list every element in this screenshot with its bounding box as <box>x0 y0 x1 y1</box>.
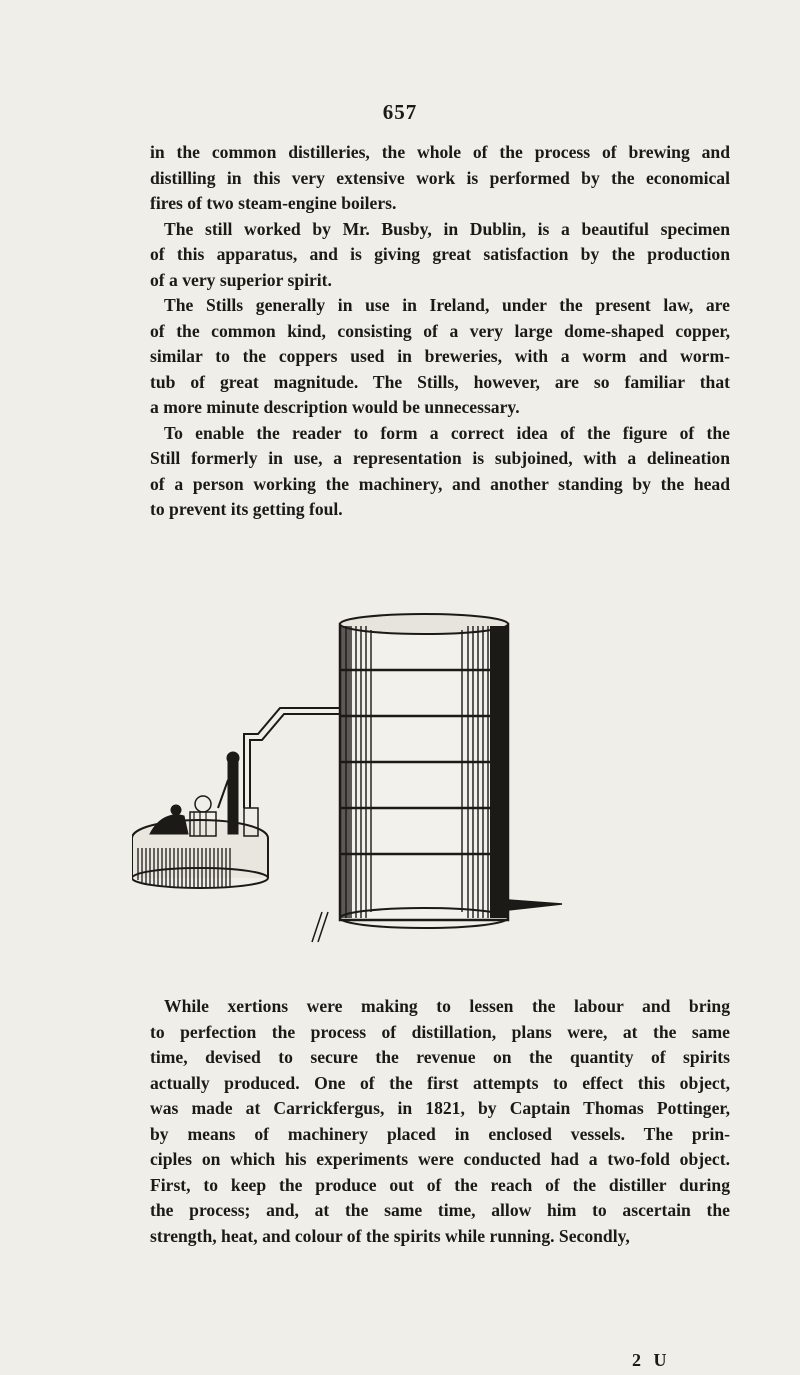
worm-pipe <box>244 708 340 808</box>
text-line: First, to keep the produce out of the reach of the distiller during <box>150 1174 730 1195</box>
text-line: strength, heat, and colour of the spirits while running. Secondly, <box>150 1225 630 1246</box>
worm-tub <box>312 614 562 942</box>
still-illustration <box>132 612 604 966</box>
text-line: similar to the coppers used in breweries, with a worm and worm- <box>150 346 730 366</box>
text-line: time, devised to secure the revenue on the quantity of spirits <box>150 1047 730 1067</box>
page-number: 657 <box>382 100 418 124</box>
text-line: of a person working the machinery, and another standing by the head <box>150 473 730 494</box>
still-base <box>132 752 268 888</box>
text-line: by means of machinery placed in enclosed vessels. The prin- <box>150 1123 730 1144</box>
text-line: actually produced. One of the first attempts to effect this object, <box>150 1072 730 1093</box>
text-line: tub of great magnitude. The Stills, however, are so familiar that <box>150 371 730 392</box>
text-line: was made at Carrickfergus, in 1821, by Captain Thomas Pottinger, <box>150 1098 730 1118</box>
text-bottom <box>150 994 730 1249</box>
text-line: the process; and, at the same time, allow him to ascertain the <box>150 1200 730 1220</box>
text-line: fires of two steam-engine boilers. <box>150 193 397 213</box>
text-line: The still worked by Mr. Busby, in Dublin, is a beautiful specimen <box>164 218 730 239</box>
text-line: in the common distilleries, the whole of the process of brewing and <box>150 142 730 162</box>
text-line: Still formerly in use, a representation is subjoined, with a delineation <box>150 448 730 468</box>
text-line: of the common kind, consisting of a very large dome-shaped copper, <box>150 320 730 341</box>
text-line: While xertions were making to lessen the labour and bring <box>164 996 730 1016</box>
text-line: To enable the reader to form a correct idea of the figure of the <box>164 422 730 443</box>
text-line: The Stills generally in use in Ireland, under the present law, are <box>164 295 730 315</box>
text-line: of a very superior spirit. <box>150 269 332 290</box>
text-line: distilling in this very extensive work is performed by the economical <box>150 167 730 188</box>
text-line: ciples on which his experiments were conducted had a two-fold object. <box>150 1149 730 1169</box>
text-line: a more minute description would be unnecessary. <box>150 397 520 417</box>
text-line: to perfection the process of distillation, plans were, at the same <box>150 1021 730 1042</box>
text-line: of this apparatus, and is giving great satisfaction by the production <box>150 244 730 264</box>
text-top <box>150 140 730 523</box>
text-line: to prevent its getting foul. <box>150 499 343 519</box>
signature-mark: 2 U <box>632 1350 671 1370</box>
